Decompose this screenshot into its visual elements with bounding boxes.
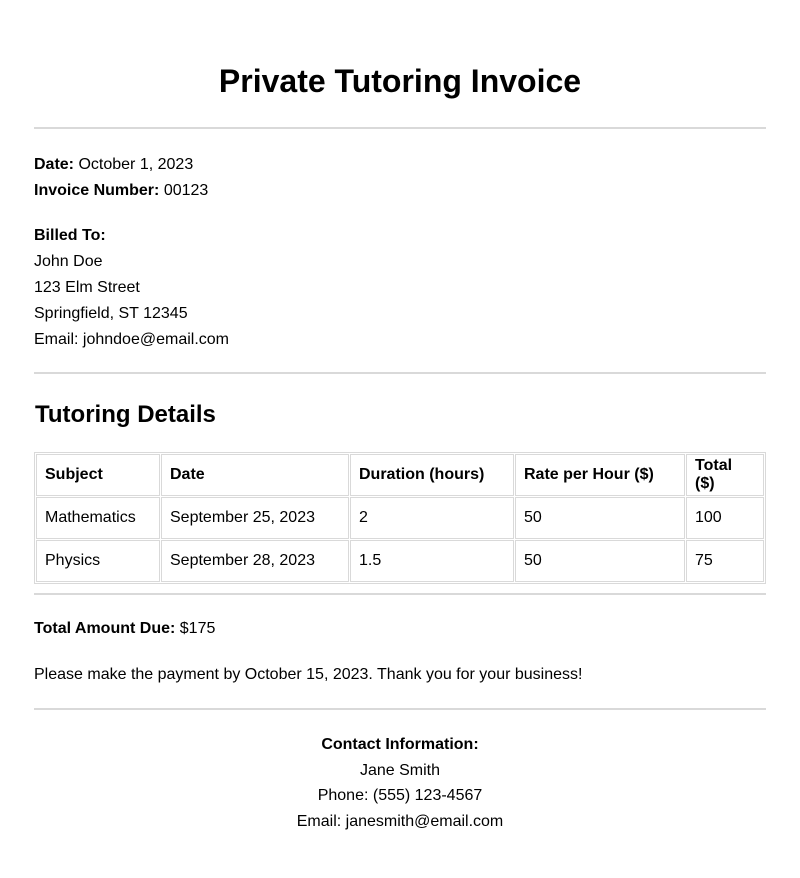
contact-section [34, 732, 766, 834]
contact-label [34, 732, 766, 758]
date-value: October 1, 2023 [78, 156, 194, 173]
cell-rate: 50 [515, 540, 685, 582]
contact-phone: Phone: (555) 123-4567 [317, 787, 483, 804]
billed-to-label-text: Billed To: [34, 227, 106, 244]
cell-total: 100 [686, 497, 764, 539]
contact-email: Email: janesmith@email.com [296, 812, 504, 830]
table-row [36, 540, 764, 582]
column-header-duration: Duration (hours) [350, 454, 514, 496]
total-label: Total Amount Due: [34, 620, 176, 637]
cell-duration: 2 [350, 497, 514, 539]
tutoring-details-table [34, 452, 766, 584]
payment-note: Please make the payment by October 15, 2023. Thank you for your business! [34, 666, 583, 683]
column-header-subject: Subject [36, 454, 160, 496]
column-header-rate: Rate per Hour ($) [515, 454, 685, 496]
table-header-row [36, 454, 764, 496]
billed-to-section [34, 223, 766, 353]
column-header-total: Total ($) [686, 454, 764, 496]
date-label: Date: [34, 156, 75, 173]
contact-name: Jane Smith [359, 761, 441, 779]
details-heading: Tutoring Details [35, 401, 216, 428]
divider [34, 372, 766, 374]
total-value: $175 [179, 620, 216, 637]
contact-label-text: Contact Information: [321, 736, 479, 753]
invoice-number-value: 00123 [163, 182, 209, 199]
divider [34, 593, 766, 595]
billed-to-email: Email: johndoe@email.com [34, 331, 229, 348]
cell-subject: Physics [36, 540, 160, 582]
invoice-number [34, 178, 766, 204]
cell-duration: 1.5 [350, 540, 514, 582]
column-header-date: Date [161, 454, 349, 496]
cell-rate: 50 [515, 497, 685, 539]
billed-to-city: Springfield, ST 12345 [34, 305, 188, 322]
invoice-number-label: Invoice Number: [34, 182, 160, 199]
divider [34, 708, 766, 710]
table-row [36, 497, 764, 539]
billed-to-label [34, 223, 766, 249]
invoice-meta [34, 152, 766, 204]
invoice-date [34, 152, 766, 178]
cell-date: September 28, 2023 [161, 540, 349, 582]
billed-to-name: John Doe [34, 253, 103, 270]
cell-subject: Mathematics [36, 497, 160, 539]
invoice-page [34, 0, 766, 834]
divider [34, 127, 766, 129]
cell-total: 75 [686, 540, 764, 582]
total-amount-due [34, 616, 766, 642]
billed-to-street: 123 Elm Street [34, 279, 140, 296]
cell-date: September 25, 2023 [161, 497, 349, 539]
invoice-title: Private Tutoring Invoice [218, 63, 582, 99]
